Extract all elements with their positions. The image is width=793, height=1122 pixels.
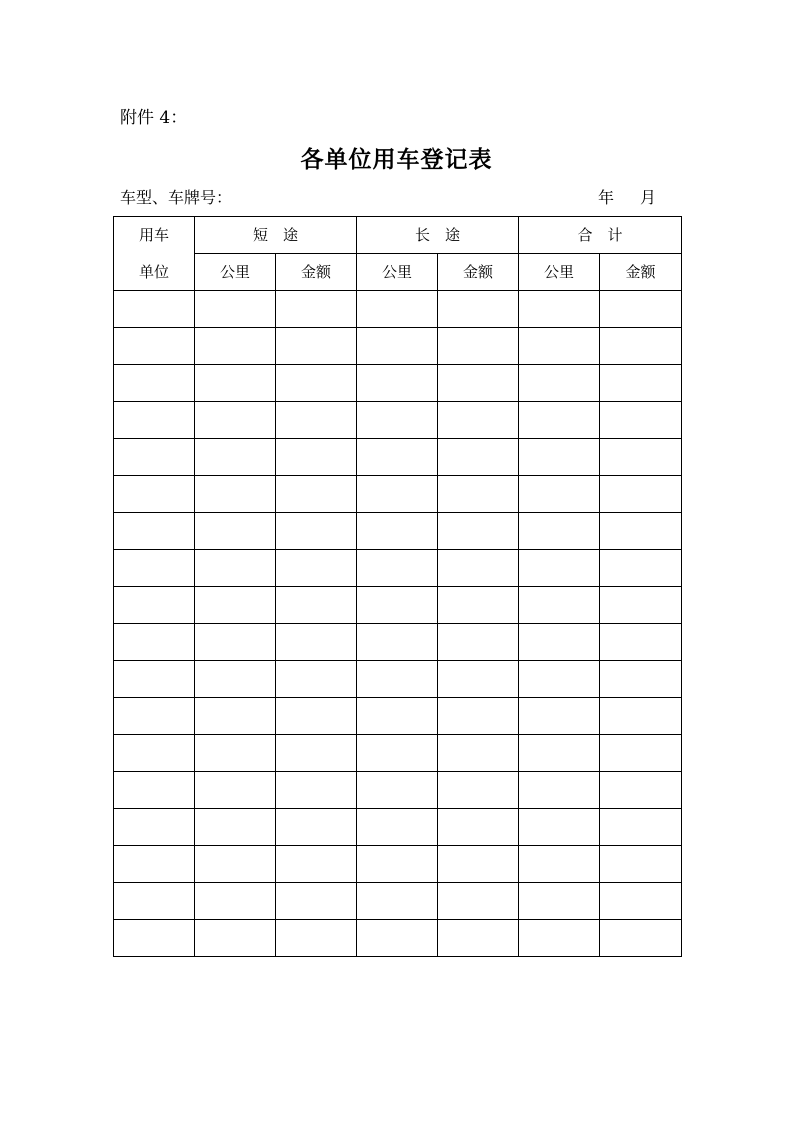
cell-short-amount[interactable] [276, 846, 357, 883]
year-label: 年 [598, 188, 615, 207]
cell-long-amount[interactable] [438, 513, 519, 550]
cell-total-km[interactable] [519, 920, 600, 957]
table-row [114, 328, 682, 365]
date-labels [598, 186, 656, 210]
cell-total-amount[interactable] [600, 402, 682, 439]
cell-long-amount[interactable] [438, 402, 519, 439]
cell-long-km[interactable] [357, 291, 438, 328]
subheader-long-amount: 金额 [438, 254, 519, 291]
cell-total-amount[interactable] [600, 698, 682, 735]
cell-short-amount[interactable] [276, 809, 357, 846]
cell-long-km[interactable] [357, 328, 438, 365]
cell-total-amount[interactable] [600, 587, 682, 624]
cell-unit[interactable] [114, 365, 195, 402]
group-header-short-trip: 短 途 [195, 217, 357, 254]
cell-total-amount[interactable] [600, 846, 682, 883]
attachment-label: 附件 4： [120, 108, 188, 128]
table-row [114, 365, 682, 402]
cell-total-amount[interactable] [600, 439, 682, 476]
subheader-total-km: 公里 [519, 254, 600, 291]
table-row [114, 698, 682, 735]
subheader-short-km: 公里 [195, 254, 276, 291]
cell-total-km[interactable] [519, 328, 600, 365]
cell-unit[interactable] [114, 550, 195, 587]
cell-short-amount[interactable] [276, 291, 357, 328]
cell-short-amount[interactable] [276, 402, 357, 439]
cell-unit[interactable] [114, 661, 195, 698]
cell-long-km[interactable] [357, 587, 438, 624]
cell-total-km[interactable] [519, 846, 600, 883]
table-row [114, 883, 682, 920]
cell-long-amount[interactable] [438, 291, 519, 328]
cell-total-km[interactable] [519, 550, 600, 587]
cell-short-amount[interactable] [276, 883, 357, 920]
cell-total-km[interactable] [519, 402, 600, 439]
cell-total-km[interactable] [519, 661, 600, 698]
cell-short-amount[interactable] [276, 476, 357, 513]
table-row [114, 513, 682, 550]
cell-long-amount[interactable] [438, 587, 519, 624]
cell-long-amount[interactable] [438, 735, 519, 772]
cell-short-km[interactable] [195, 587, 276, 624]
cell-short-amount[interactable] [276, 587, 357, 624]
cell-total-km[interactable] [519, 883, 600, 920]
cell-long-amount[interactable] [438, 698, 519, 735]
cell-long-km[interactable] [357, 846, 438, 883]
cell-short-km[interactable] [195, 846, 276, 883]
subheader-short-amount: 金额 [276, 254, 357, 291]
cell-total-amount[interactable] [600, 476, 682, 513]
cell-long-km[interactable] [357, 920, 438, 957]
cell-total-km[interactable] [519, 698, 600, 735]
cell-long-km[interactable] [357, 698, 438, 735]
cell-unit[interactable] [114, 735, 195, 772]
cell-long-km[interactable] [357, 883, 438, 920]
cell-long-km[interactable] [357, 402, 438, 439]
table-row [114, 661, 682, 698]
table-row [114, 920, 682, 957]
cell-short-km[interactable] [195, 772, 276, 809]
cell-unit[interactable] [114, 698, 195, 735]
header-row-groups [114, 217, 682, 254]
cell-total-amount[interactable] [600, 883, 682, 920]
cell-long-amount[interactable] [438, 624, 519, 661]
cell-total-km[interactable] [519, 439, 600, 476]
cell-short-km[interactable] [195, 476, 276, 513]
table-row [114, 809, 682, 846]
cell-unit[interactable] [114, 513, 195, 550]
cell-short-amount[interactable] [276, 328, 357, 365]
cell-long-km[interactable] [357, 624, 438, 661]
cell-total-amount[interactable] [600, 550, 682, 587]
cell-unit[interactable] [114, 809, 195, 846]
table-row [114, 439, 682, 476]
table-row [114, 846, 682, 883]
cell-short-amount[interactable] [276, 698, 357, 735]
cell-total-amount[interactable] [600, 735, 682, 772]
cell-unit[interactable] [114, 587, 195, 624]
cell-total-km[interactable] [519, 513, 600, 550]
cell-short-km[interactable] [195, 661, 276, 698]
cell-unit[interactable] [114, 439, 195, 476]
cell-short-amount[interactable] [276, 920, 357, 957]
subheader-long-km: 公里 [357, 254, 438, 291]
cell-total-amount[interactable] [600, 365, 682, 402]
cell-long-km[interactable] [357, 439, 438, 476]
table-row [114, 772, 682, 809]
cell-total-amount[interactable] [600, 772, 682, 809]
group-header-long-trip: 长 途 [357, 217, 519, 254]
cell-short-amount[interactable] [276, 439, 357, 476]
table-row [114, 735, 682, 772]
cell-unit[interactable] [114, 920, 195, 957]
cell-total-km[interactable] [519, 735, 600, 772]
cell-short-km[interactable] [195, 624, 276, 661]
cell-total-km[interactable] [519, 809, 600, 846]
cell-total-amount[interactable] [600, 809, 682, 846]
cell-short-amount[interactable] [276, 550, 357, 587]
cell-unit[interactable] [114, 883, 195, 920]
cell-short-km[interactable] [195, 328, 276, 365]
cell-unit[interactable] [114, 846, 195, 883]
unit-header-bottom: 单位 [114, 254, 195, 291]
subheader-total-amount: 金额 [600, 254, 682, 291]
cell-short-amount[interactable] [276, 735, 357, 772]
table-row [114, 291, 682, 328]
cell-unit[interactable] [114, 328, 195, 365]
cell-long-km[interactable] [357, 365, 438, 402]
cell-long-amount[interactable] [438, 439, 519, 476]
cell-total-amount[interactable] [600, 661, 682, 698]
vehicle-plate-label: 车型、车牌号： [120, 188, 233, 207]
cell-long-amount[interactable] [438, 550, 519, 587]
cell-short-amount[interactable] [276, 365, 357, 402]
cell-total-km[interactable] [519, 291, 600, 328]
cell-short-amount[interactable] [276, 513, 357, 550]
unit-header-top: 用车 [114, 217, 195, 254]
cell-short-km[interactable] [195, 439, 276, 476]
cell-short-km[interactable] [195, 402, 276, 439]
table-row [114, 550, 682, 587]
cell-long-amount[interactable] [438, 772, 519, 809]
cell-total-km[interactable] [519, 624, 600, 661]
cell-short-km[interactable] [195, 883, 276, 920]
table-row [114, 587, 682, 624]
cell-long-km[interactable] [357, 550, 438, 587]
cell-total-amount[interactable] [600, 291, 682, 328]
cell-long-amount[interactable] [438, 846, 519, 883]
cell-unit[interactable] [114, 402, 195, 439]
table-body [114, 291, 682, 957]
cell-total-amount[interactable] [600, 513, 682, 550]
cell-long-amount[interactable] [438, 476, 519, 513]
cell-long-km[interactable] [357, 735, 438, 772]
cell-short-km[interactable] [195, 513, 276, 550]
cell-long-amount[interactable] [438, 328, 519, 365]
cell-total-amount[interactable] [600, 920, 682, 957]
header-row-subheaders [114, 254, 682, 291]
cell-long-amount[interactable] [438, 883, 519, 920]
cell-long-km[interactable] [357, 476, 438, 513]
cell-total-amount[interactable] [600, 328, 682, 365]
cell-short-km[interactable] [195, 809, 276, 846]
cell-long-amount[interactable] [438, 661, 519, 698]
cell-short-km[interactable] [195, 735, 276, 772]
cell-unit[interactable] [114, 291, 195, 328]
table-row [114, 476, 682, 513]
cell-total-km[interactable] [519, 476, 600, 513]
cell-long-km[interactable] [357, 661, 438, 698]
cell-long-km[interactable] [357, 772, 438, 809]
cell-short-km[interactable] [195, 550, 276, 587]
cell-total-km[interactable] [519, 772, 600, 809]
cell-short-km[interactable] [195, 920, 276, 957]
cell-long-km[interactable] [357, 513, 438, 550]
cell-long-km[interactable] [357, 809, 438, 846]
table-row [114, 402, 682, 439]
cell-short-amount[interactable] [276, 661, 357, 698]
cell-unit[interactable] [114, 772, 195, 809]
cell-unit[interactable] [114, 624, 195, 661]
vehicle-usage-table [113, 216, 682, 957]
cell-short-km[interactable] [195, 698, 276, 735]
cell-long-amount[interactable] [438, 365, 519, 402]
cell-total-amount[interactable] [600, 624, 682, 661]
month-label: 月 [640, 188, 657, 207]
cell-long-amount[interactable] [438, 809, 519, 846]
cell-short-amount[interactable] [276, 624, 357, 661]
cell-total-km[interactable] [519, 365, 600, 402]
cell-short-amount[interactable] [276, 772, 357, 809]
cell-short-km[interactable] [195, 365, 276, 402]
table-row [114, 624, 682, 661]
cell-unit[interactable] [114, 476, 195, 513]
cell-short-km[interactable] [195, 291, 276, 328]
cell-total-km[interactable] [519, 587, 600, 624]
page-title: 各单位用车登记表 [300, 147, 493, 173]
group-header-total: 合 计 [519, 217, 682, 254]
cell-long-amount[interactable] [438, 920, 519, 957]
